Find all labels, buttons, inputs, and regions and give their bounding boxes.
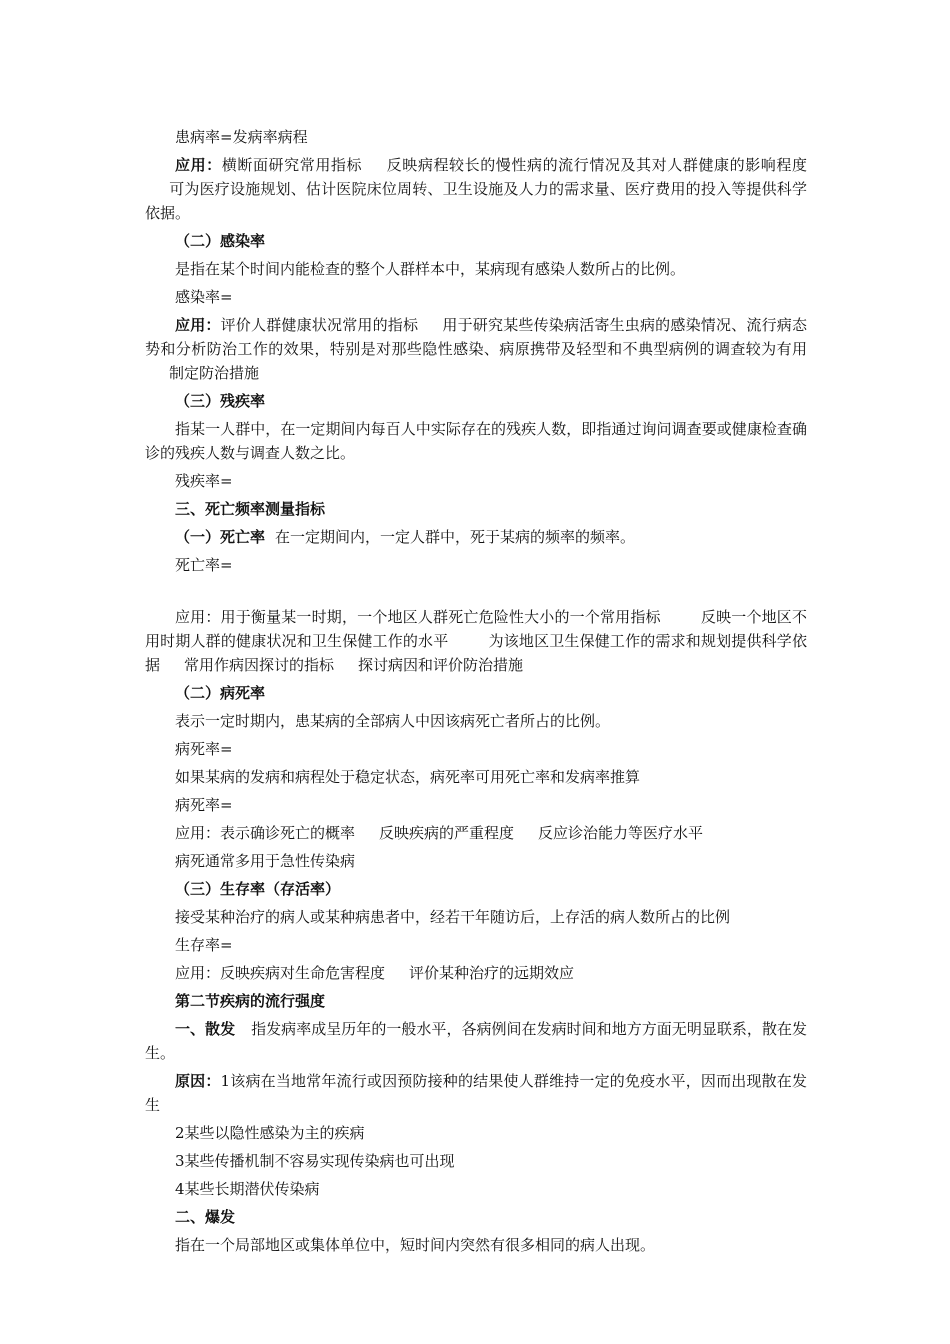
heading-outbreak: 二、爆发 [175, 1208, 236, 1226]
sporadic-reason-4: 4某些长期潜伏传染病 [175, 1180, 320, 1198]
application-label: 应用： [175, 316, 221, 334]
mortality-rate-application: 应用：用于衡量某一时期，一个地区人群死亡危险性大小的一个常用指标 反映一个地区不用时期人群的健康状况和卫生保健工作的水平 为该地区卫生保健工作的需求和规划提供科学依据 常用作病因探讨的指标 探讨病因和评价防治措施 [145, 608, 807, 674]
case-fatality-note: 如果某病的发病和病程处于稳定状态，病死率可用死亡率和发病率推算 [175, 768, 641, 786]
case-fatality-usage: 病死通常多用于急性传染病 [175, 852, 356, 870]
prevalence-formula: 患病率=发病率病程 [175, 128, 308, 146]
outbreak-definition: 指在一个局部地区或集体单位中，短时间内突然有很多相同的病人出现。 [175, 1236, 656, 1254]
prevalence-application: 应用：横断面研究常用指标 反映病程较长的慢性病的流行情况及其对人群健康的影响程度可为医疗设施规划、估计医院床位周转、卫生设施及人力的需求量、医疗费用的投入等提供科学依据。 [145, 156, 807, 222]
sporadic-reason-1: 原因：1该病在当地常年流行或因预防接种的结果使人群维持一定的免疫水平，因而出现散在发生 [145, 1072, 807, 1114]
infection-rate-definition: 是指在某个时间内能检查的整个人群样本中，某病现有感染人数所占的比例。 [175, 260, 686, 278]
infection-rate-formula: 感染率= [175, 288, 233, 306]
survival-rate-application: 应用：反映疾病对生命危害程度 评价某种治疗的远期效应 [175, 964, 575, 982]
heading-chapter-2: 第二节疾病的流行强度 [175, 992, 326, 1010]
mortality-rate-definition: （一）死亡率 在一定期间内，一定人群中，死于某病的频率的频率。 [175, 528, 636, 546]
survival-rate-formula: 生存率= [175, 936, 233, 954]
case-fatality-formula-2: 病死率= [175, 796, 233, 814]
reason-label: 原因： [175, 1072, 221, 1090]
case-fatality-definition: 表示一定时期内，患某病的全部病人中因该病死亡者所占的比例。 [175, 712, 611, 730]
heading-sporadic: 一、散发 [175, 1020, 236, 1038]
disability-rate-formula: 残疾率= [175, 472, 233, 490]
heading-infection-rate: （二）感染率 [175, 232, 266, 250]
infection-rate-application: 应用：评价人群健康状况常用的指标 用于研究某些传染病活寄生虫病的感染情况、流行病态势和分析防治工作的效果，特别是对那些隐性感染、病原携带及轻型和不典型病例的调查较为有用制定防治措施 [145, 316, 807, 382]
survival-rate-definition: 接受某种治疗的病人或某种病患者中，经若干年随访后，上存活的病人数所占的比例 [175, 908, 731, 926]
application-label: 应用： [175, 156, 222, 174]
heading-section-3: 三、死亡频率测量指标 [175, 500, 326, 518]
mortality-rate-formula: 死亡率= [175, 556, 233, 574]
heading-disability-rate: （三）残疾率 [175, 392, 266, 410]
case-fatality-formula: 病死率= [175, 740, 233, 758]
heading-case-fatality-rate: （二）病死率 [175, 684, 266, 702]
heading-survival-rate: （三）生存率（存活率） [175, 880, 341, 898]
sporadic-reason-2: 2某些以隐性感染为主的疾病 [175, 1124, 365, 1142]
sporadic-reason-3: 3某些传播机制不容易实现传染病也可出现 [175, 1152, 455, 1170]
document-body [145, 125, 807, 1261]
sporadic-definition: 一、散发 指发病率成呈历年的一般水平，各病例间在发病时间和地方方面无明显联系，散在发生。 [145, 1020, 807, 1062]
heading-mortality-rate: （一）死亡率 [175, 528, 266, 546]
case-fatality-application: 应用：表示确诊死亡的概率 反映疾病的严重程度 反应诊治能力等医疗水平 [175, 824, 704, 842]
disability-rate-definition: 指某一人群中，在一定期间内每百人中实际存在的残疾人数，即指通过询问调查要或健康检查确诊的残疾人数与调查人数之比。 [145, 420, 807, 462]
